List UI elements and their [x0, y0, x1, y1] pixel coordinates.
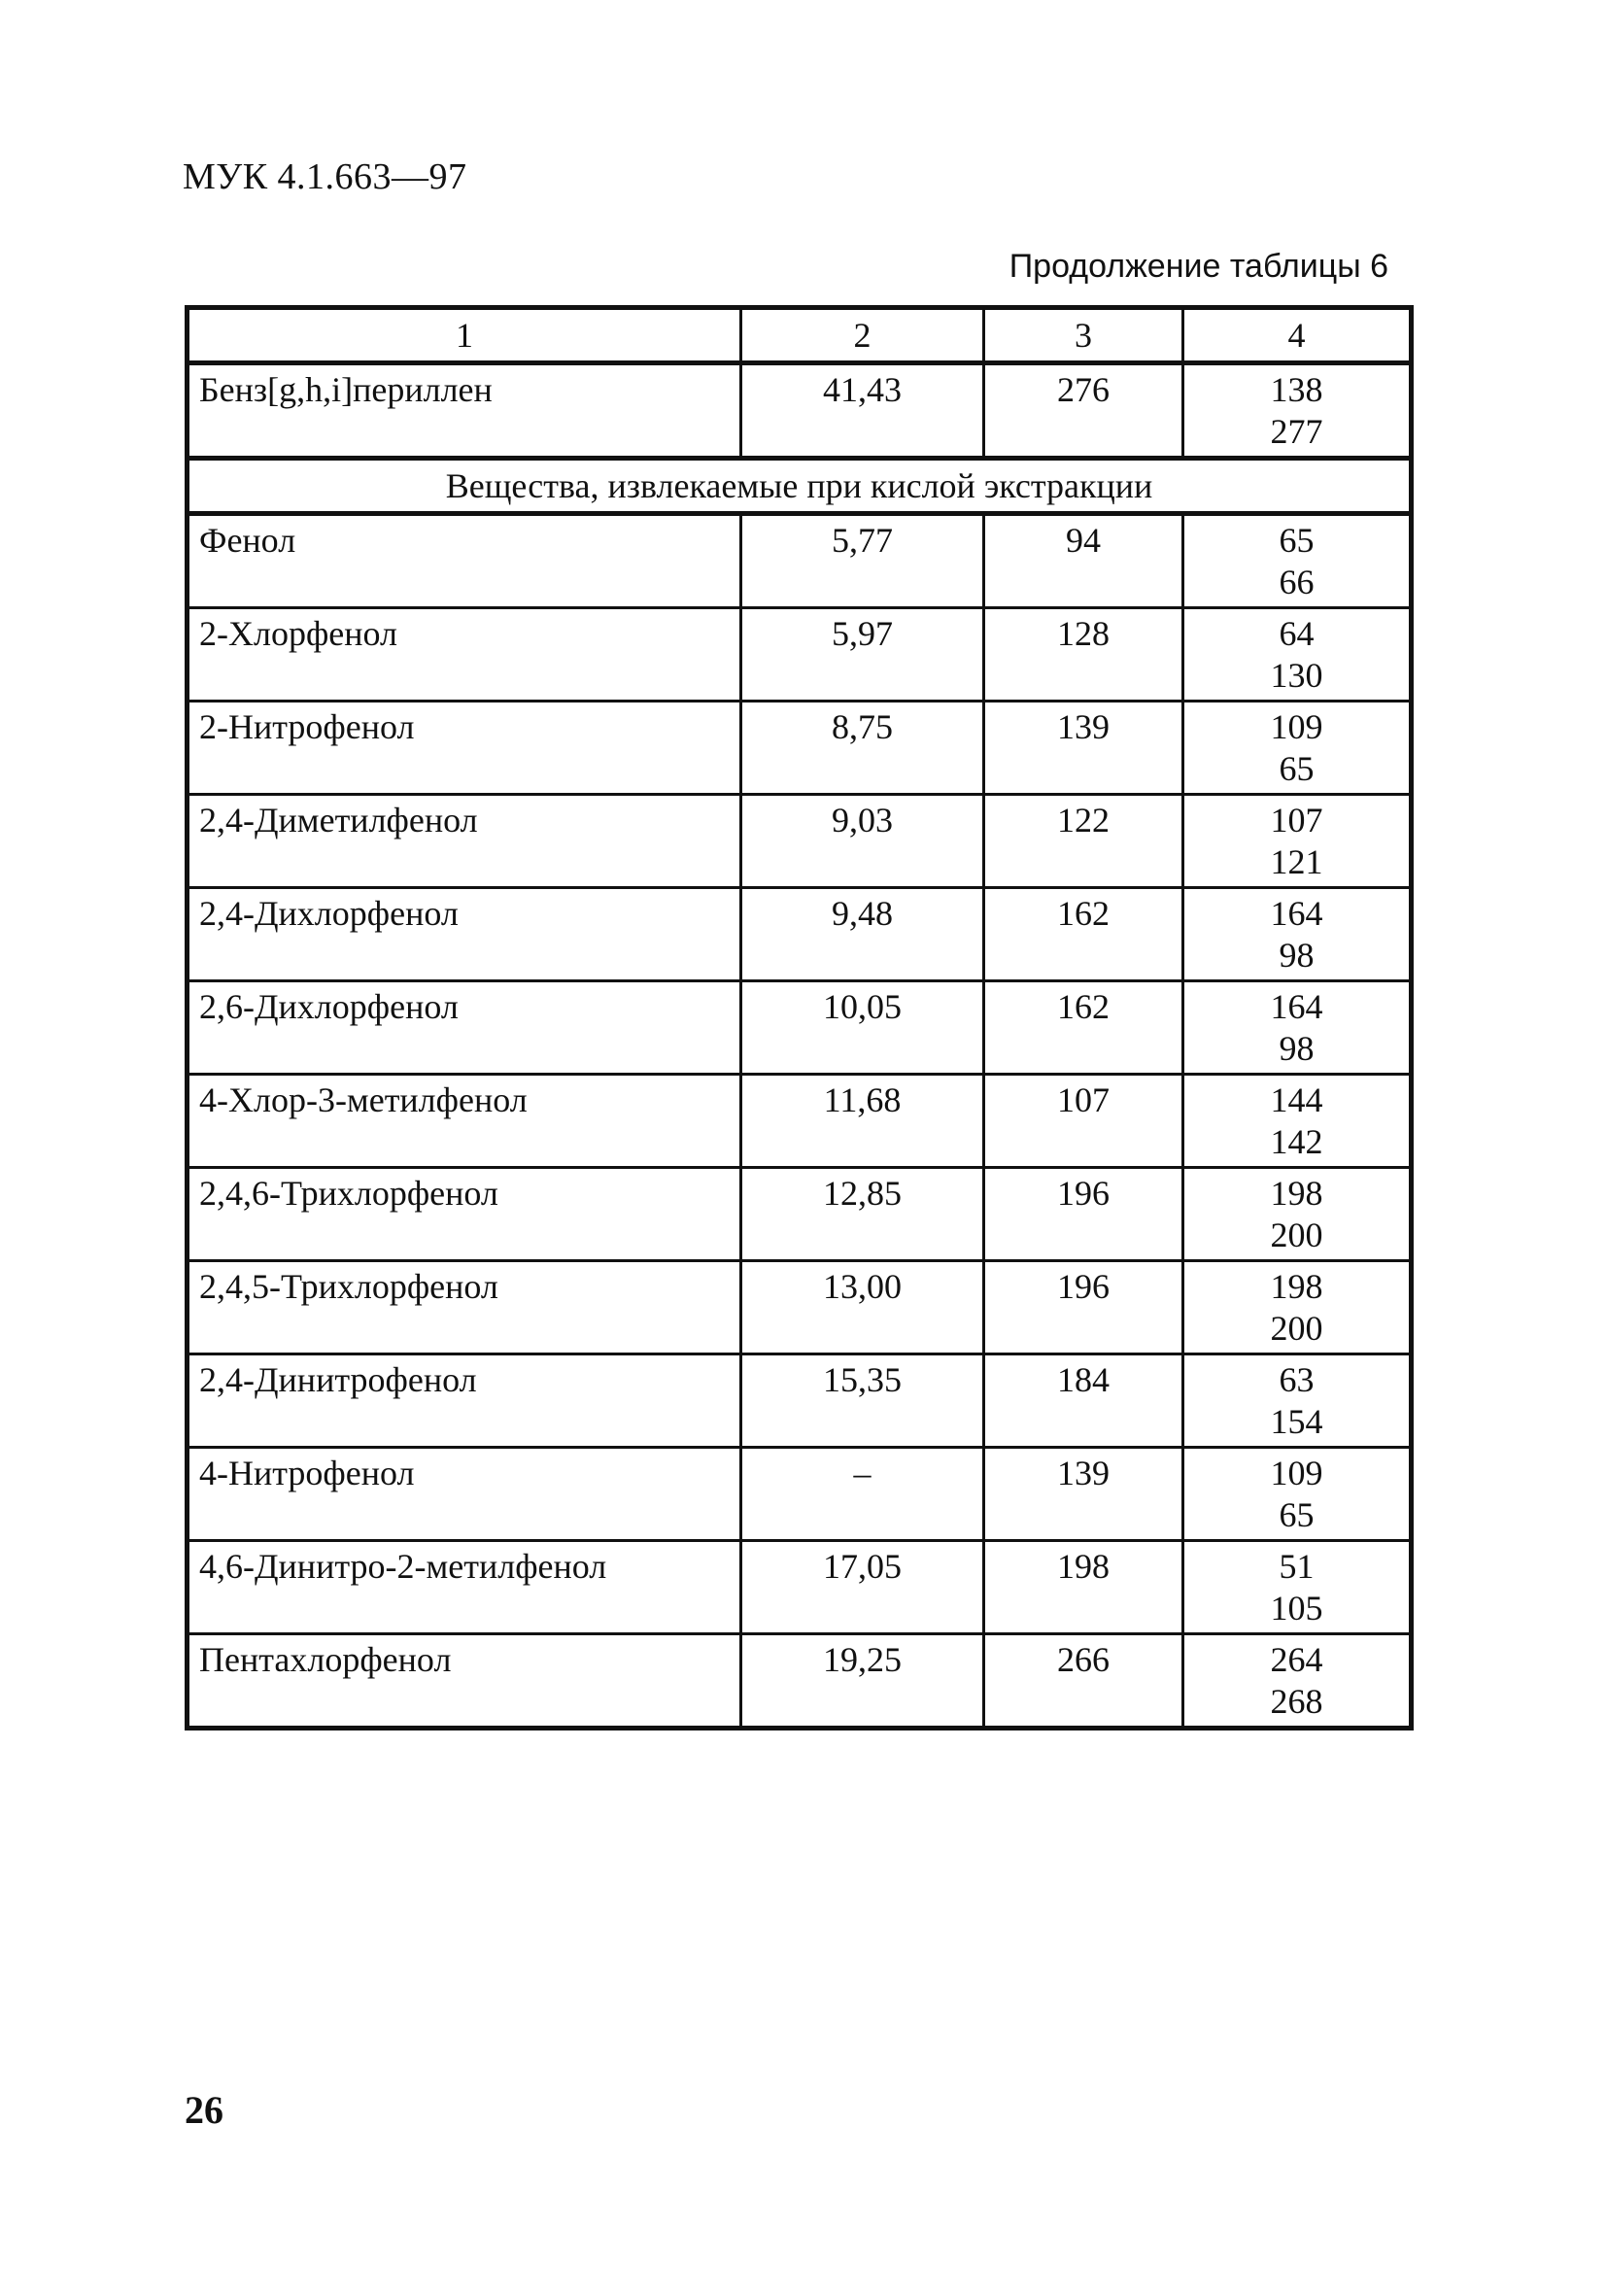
- table-row: [188, 888, 1412, 981]
- retention-time-cell: 10,05: [741, 981, 984, 1075]
- table-row: [188, 1168, 1412, 1261]
- primary-mass-cell: 266: [984, 1634, 1183, 1729]
- table-row: [188, 702, 1412, 795]
- compound-name-cell: Пентахлорфенол: [188, 1634, 741, 1729]
- table-header-row: [188, 308, 1412, 363]
- secondary-ions-cell: [1183, 1168, 1412, 1261]
- primary-mass-cell: 198: [984, 1541, 1183, 1634]
- primary-mass-cell: 107: [984, 1075, 1183, 1168]
- section-header-row: [188, 459, 1412, 514]
- primary-mass-cell: 184: [984, 1354, 1183, 1448]
- primary-mass-cell: 94: [984, 514, 1183, 608]
- table-row: [188, 514, 1412, 608]
- secondary-ion-2: 130: [1270, 656, 1323, 695]
- secondary-ion-1: 65: [1279, 521, 1315, 560]
- secondary-ion-1: 198: [1270, 1174, 1323, 1213]
- secondary-ion-1: 107: [1270, 801, 1323, 840]
- secondary-ion-2: 105: [1270, 1589, 1323, 1628]
- secondary-ion-1: 198: [1270, 1267, 1323, 1306]
- secondary-ions-cell: [1183, 608, 1412, 702]
- section-title: Вещества, извлекаемые при кислой экстракции: [188, 459, 1412, 514]
- table-row: [188, 1541, 1412, 1634]
- secondary-ion-2: 98: [1279, 936, 1315, 975]
- column-header-2: 2: [741, 308, 984, 363]
- secondary-ion-2: 200: [1270, 1216, 1323, 1254]
- secondary-ion-1: 63: [1279, 1360, 1315, 1399]
- secondary-ion-1: 144: [1270, 1080, 1323, 1119]
- secondary-ions-cell: [1183, 1354, 1412, 1448]
- secondary-ions-cell: [1183, 795, 1412, 888]
- retention-time-cell: –: [741, 1448, 984, 1541]
- primary-mass-cell: 162: [984, 888, 1183, 981]
- table-row: [188, 795, 1412, 888]
- table-row: [188, 1634, 1412, 1729]
- table-row: [188, 1261, 1412, 1354]
- secondary-ion-1: 51: [1279, 1547, 1315, 1586]
- primary-mass-cell: 139: [984, 702, 1183, 795]
- retention-time-cell: 13,00: [741, 1261, 984, 1354]
- compound-name-cell: 2,4,6-Трихлорфенол: [188, 1168, 741, 1261]
- compound-name-cell: 2,4-Дихлорфенол: [188, 888, 741, 981]
- column-header-1: 1: [188, 308, 741, 363]
- retention-time-cell: 17,05: [741, 1541, 984, 1634]
- secondary-ions-cell: [1183, 363, 1412, 459]
- table-row: [188, 981, 1412, 1075]
- primary-mass-cell: 128: [984, 608, 1183, 702]
- column-header-3: 3: [984, 308, 1183, 363]
- table-row: [188, 1354, 1412, 1448]
- retention-time-cell: 11,68: [741, 1075, 984, 1168]
- secondary-ion-2: 66: [1279, 563, 1315, 601]
- secondary-ion-2: 268: [1270, 1682, 1323, 1721]
- secondary-ions-cell: [1183, 888, 1412, 981]
- primary-mass-cell: 196: [984, 1168, 1183, 1261]
- secondary-ion-1: 138: [1270, 370, 1323, 409]
- compound-name-cell: 2,4-Динитрофенол: [188, 1354, 741, 1448]
- primary-mass-cell: 276: [984, 363, 1183, 459]
- table-body: [188, 363, 1412, 1729]
- secondary-ion-1: 164: [1270, 987, 1323, 1026]
- secondary-ions-cell: [1183, 1448, 1412, 1541]
- table-row: [188, 608, 1412, 702]
- compound-name-cell: Бенз[g,h,i]периллен: [188, 363, 741, 459]
- primary-mass-cell: 122: [984, 795, 1183, 888]
- compound-name-cell: 2,4,5-Трихлорфенол: [188, 1261, 741, 1354]
- secondary-ions-cell: [1183, 514, 1412, 608]
- secondary-ion-2: 121: [1270, 842, 1323, 881]
- data-table: [185, 305, 1414, 1731]
- retention-time-cell: 9,48: [741, 888, 984, 981]
- compound-name-cell: 4,6-Динитро-2-метилфенол: [188, 1541, 741, 1634]
- retention-time-cell: 5,97: [741, 608, 984, 702]
- secondary-ion-2: 65: [1279, 749, 1315, 788]
- table-row: [188, 1448, 1412, 1541]
- compound-name-cell: 4-Нитрофенол: [188, 1448, 741, 1541]
- retention-time-cell: 41,43: [741, 363, 984, 459]
- document-code: МУК 4.1.663—97: [183, 156, 467, 197]
- secondary-ions-cell: [1183, 702, 1412, 795]
- retention-time-cell: 12,85: [741, 1168, 984, 1261]
- secondary-ions-cell: [1183, 1075, 1412, 1168]
- secondary-ion-2: 200: [1270, 1309, 1323, 1348]
- secondary-ions-cell: [1183, 981, 1412, 1075]
- retention-time-cell: 9,03: [741, 795, 984, 888]
- table-continuation-caption: Продолжение таблицы 6: [1009, 248, 1388, 285]
- primary-mass-cell: 162: [984, 981, 1183, 1075]
- secondary-ion-2: 98: [1279, 1029, 1315, 1068]
- secondary-ions-cell: [1183, 1541, 1412, 1634]
- secondary-ions-cell: [1183, 1261, 1412, 1354]
- retention-time-cell: 19,25: [741, 1634, 984, 1729]
- secondary-ion-2: 154: [1270, 1402, 1323, 1441]
- retention-time-cell: 5,77: [741, 514, 984, 608]
- retention-time-cell: 15,35: [741, 1354, 984, 1448]
- secondary-ions-cell: [1183, 1634, 1412, 1729]
- secondary-ion-1: 109: [1270, 1454, 1323, 1492]
- secondary-ion-1: 164: [1270, 894, 1323, 933]
- primary-mass-cell: 196: [984, 1261, 1183, 1354]
- secondary-ion-2: 65: [1279, 1495, 1315, 1534]
- compound-name-cell: 2-Хлорфенол: [188, 608, 741, 702]
- secondary-ion-1: 109: [1270, 707, 1323, 746]
- secondary-ion-2: 277: [1270, 412, 1323, 451]
- column-header-4: 4: [1183, 308, 1412, 363]
- secondary-ion-2: 142: [1270, 1122, 1323, 1161]
- page-number: 26: [185, 2088, 223, 2132]
- compound-name-cell: 2,4-Диметилфенол: [188, 795, 741, 888]
- secondary-ion-1: 264: [1270, 1640, 1323, 1679]
- primary-mass-cell: 139: [984, 1448, 1183, 1541]
- secondary-ion-1: 64: [1279, 614, 1315, 653]
- table-row: [188, 363, 1412, 459]
- table-row: [188, 1075, 1412, 1168]
- compound-name-cell: 2,6-Дихлорфенол: [188, 981, 741, 1075]
- compound-name-cell: 2-Нитрофенол: [188, 702, 741, 795]
- retention-time-cell: 8,75: [741, 702, 984, 795]
- compound-name-cell: 4-Хлор-3-метилфенол: [188, 1075, 741, 1168]
- compound-name-cell: Фенол: [188, 514, 741, 608]
